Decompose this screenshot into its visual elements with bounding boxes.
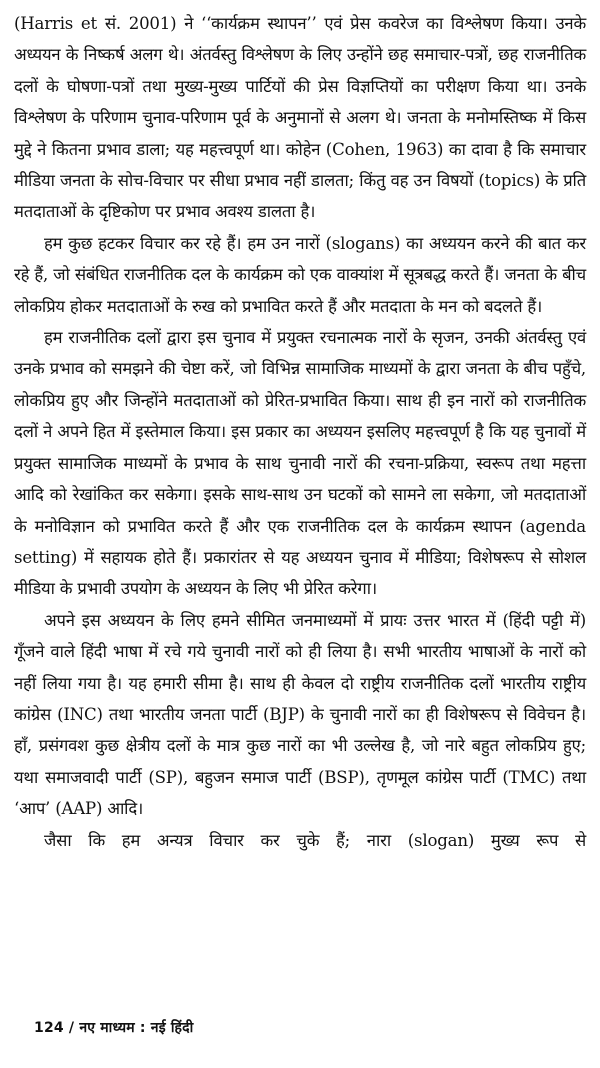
page-footer (34, 1018, 193, 1037)
page-text-block (14, 8, 586, 856)
paragraph-5: जैसा कि हम अन्यत्र विचार कर चुके हैं; नारा (slogan) मुख्य रूप से (44, 830, 586, 850)
paragraph-2: हम कुछ हटकर विचार कर रहे हैं। हम उन नारों (slogans) का अध्ययन करने की बात कर रहे हैं, जो संबंधित राजनीतिक दल के कार्यक्रम को एक वाक्यांश में सूत्रबद्ध करते हैं। जनता के बीच लोकप्रिय होकर मतदाताओं के रुख को प्रभावित करते हैं और मतदाता के मन को बदलते हैं। (14, 233, 586, 316)
footer-separator: / (68, 1020, 75, 1036)
paragraph-1: (Harris et सं. 2001) ने ‘‘कार्यक्रम स्थापन’’ एवं प्रेस कवरेज का विश्लेषण किया। उनके अध्ययन के निष्कर्ष अलग थे। अंतर्वस्तु विश्लेषण के लिए उन्होंने छह समाचार-पत्रों, छह राजनीतिक दलों के घोषणा-पत्रों तथा मुख्य-मुख्य पार्टियों की प्रेस विज्ञप्तियों का परीक्षण किया था। उनके विश्लेषण के परिणाम चुनाव-परिणाम पूर्व के अनुमानों से अलग थे। जनता के मनोमस्तिष्क में किस मुद्दे ने कितना प्रभाव डाला; यह महत्त्वपूर्ण था। कोहेन (Cohen, 1963) का दावा है कि समाचार मीडिया जनता के सोच-विचार पर सीधा प्रभाव नहीं डालता; किंतु वह उन विषयों (topics) के प्रति मतदाताओं के दृष्टिकोण पर प्रभाव अवश्य डालता है। (14, 14, 586, 222)
page-number: 124 (34, 1020, 64, 1036)
book-title: नए माध्यम : नई हिंदी (79, 1020, 194, 1036)
paragraph-3: हम राजनीतिक दलों द्वारा इस चुनाव में प्रयुक्त रचनात्मक नारों के सृजन, उनकी अंतर्वस्तु एवं उनके प्रभाव को समझने की चेष्टा करें, जो विभिन्न सामाजिक माध्यमों के द्वारा जनता के बीच पहुँचे, लोकप्रिय हुए और जिन्होंने मतदाताओं को प्रेरित-प्रभावित किया। साथ ही इन नारों को राजनीतिक दलों ने अपने हित में इस्तेमाल किया। इस प्रकार का अध्ययन इसलिए महत्त्वपूर्ण है कि यह चुनावों में प्रयुक्त सामाजिक माध्यमों के प्रभाव के साथ चुनावी नारों की रचना-प्रक्रिया, स्वरूप तथा महत्ता आदि को रेखांकित कर सकेगा। इसके साथ-साथ उन घटकों को सामने ला सकेगा, जो मतदाताओं के मनोविज्ञान को प्रभावित करते हैं और एक राजनीतिक दल के कार्यक्रम स्थापन (agenda setting) में सहायक होते हैं। प्रकारांतर से यह अध्ययन चुनाव में मीडिया; विशेषरूप से सोशल मीडिया के प्रभावी उपयोग के अध्ययन के लिए भी प्रेरित करेगा। (14, 328, 586, 599)
paragraph-4: अपने इस अध्ययन के लिए हमने सीमित जनमाध्यमों में प्रायः उत्तर भारत में (हिंदी पट्टी में) गूँजने वाले हिंदी भाषा में रचे गये चुनावी नारों को ही लिया है। सभी भारतीय भाषाओं के नारों को नहीं लिया गया है। यह हमारी सीमा है। साथ ही केवल दो राष्ट्रीय राजनीतिक दलों भारतीय राष्ट्रीय कांग्रेस (INC) तथा भारतीय जनता पार्टी (BJP) के चुनावी नारों का ही विशेषरूप से विवेचन है। हाँ, प्रसंगवश कुछ क्षेत्रीय दलों के मात्र कुछ नारों का भी उल्लेख है, जो नारे बहुत लोकप्रिय हुए; यथा समाजवादी पार्टी (SP), बहुजन समाज पार्टी (BSP), तृणमूल कांग्रेस पार्टी (TMC) तथा ‘आप’ (AAP) आदि। (14, 610, 586, 819)
